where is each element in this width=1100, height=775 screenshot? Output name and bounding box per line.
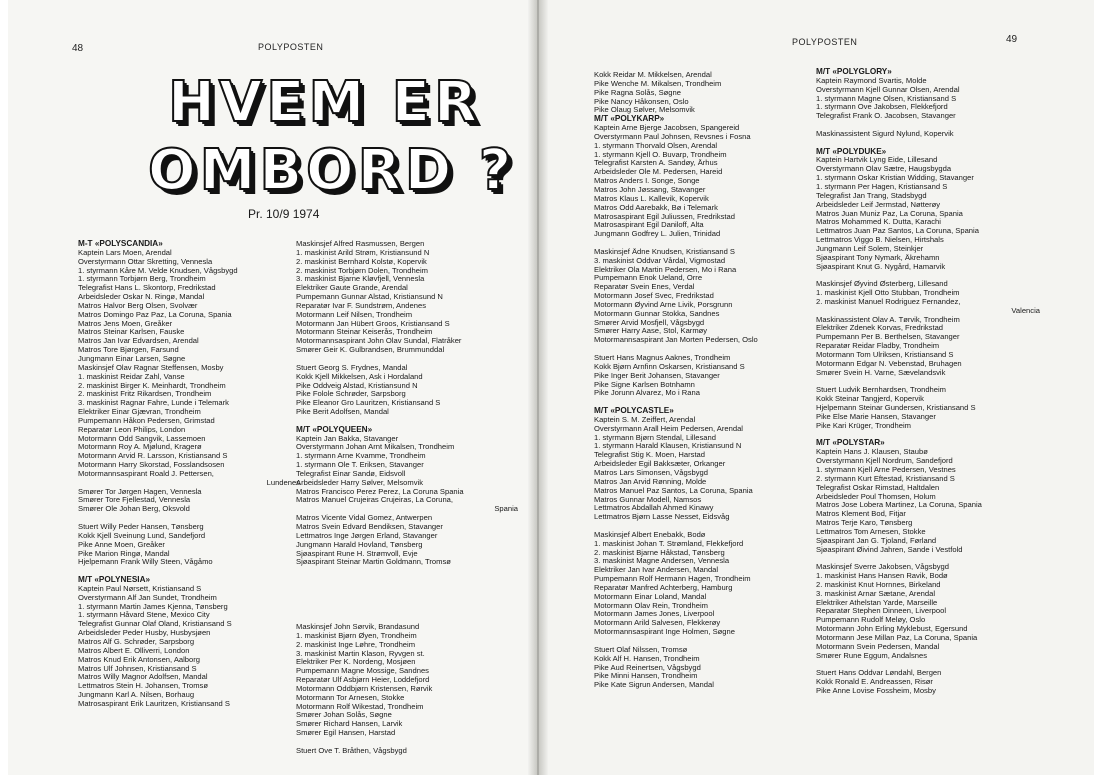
crew-entry: Telegrafist Einar Sandø, Eidsvoll — [296, 469, 406, 478]
crew-entry: Stuert Olaf Nilssen, Tromsø — [594, 645, 688, 654]
crew-entry: Smører Arvid Mosfjell, Vågsbygd — [594, 318, 705, 327]
crew-entry: Lundenes — [266, 478, 300, 487]
crew-entry: Lettmatros Stein H. Johansen, Tromsø — [78, 682, 208, 691]
crew-entry: 1. styrmann Per Hagen, Kristiansand S — [816, 182, 948, 191]
crew-entry: Motormann Rolf Wikestad, Trondheim — [296, 702, 424, 711]
crew-entry: Pumpemann Enok Ueland, Orre — [594, 274, 703, 283]
page-edge — [1094, 0, 1100, 775]
crew-entry: Arbeidsleder Leif Jermstad, Nøtterøy — [816, 200, 941, 209]
crew-entry: Reparatør Stephen Dinneen, Liverpool — [816, 607, 947, 616]
crew-entry: Kokk Ronald E. Andreassen, Risør — [816, 678, 933, 687]
ship-heading: M/T «POLYSTAR» — [816, 439, 885, 448]
crew-entry: Lettmatros Abdallah Ahmed Kinawy — [594, 504, 714, 513]
crew-entry: Smører Tor Jørgen Hagen, Vennesla — [78, 487, 202, 496]
crew-entry: Motormann Jese Millan Paz, La Coruna, Spania — [816, 634, 978, 642]
crew-entry: Maskinsjef Sverre Jakobsen, Vågsbygd — [816, 563, 949, 572]
crew-entry: Kokk Steinar Tangjerd, Kopervik — [816, 395, 924, 404]
crew-entry: Pike Folole Schrøder, Sarpsborg — [296, 390, 406, 399]
crew-entry: Smører Ole Johan Berg, Oksvold — [78, 505, 190, 514]
crew-entry: Overstyrmann Ottar Skretting, Vennesla — [78, 257, 213, 266]
crew-entry: Sjøaspirant Rune H. Strømvoll, Evje — [296, 549, 418, 558]
crew-entry: Kaptein S. M. Zeiffert, Arendal — [594, 415, 696, 424]
spacer — [594, 345, 822, 354]
crew-entry: Jungmann Einar Larsen, Søgne — [78, 354, 186, 363]
crew-entry: Stuert Hans Magnus Aaknes, Trondheim — [594, 354, 731, 362]
spacer — [296, 355, 518, 364]
crew-entry: Sjøaspirant Steinar Martin Goldmann, Tromsø — [296, 558, 451, 567]
crew-entry: 2. styrmann Kurt Eftestad, Kristiansand S — [816, 474, 955, 483]
crew-entry: Kokk Bjørn Arnfinn Oskarsen, Kristiansand S — [594, 362, 745, 371]
crew-entry: Elektriker Einar Gjævran, Trondheim — [78, 408, 201, 417]
crew-entry: Matros Gunnar Modell, Namsos — [594, 495, 702, 504]
crew-entry: 1. styrmann Håvard Stene, Mexico City — [78, 611, 210, 620]
crew-entry: 1. maskinist Arild Strøm, Kristiansund N — [296, 248, 430, 257]
crew-entry: 3. maskinist Bjarne Kløvfjell, Vennesla — [296, 275, 425, 284]
right-page — [548, 0, 1094, 775]
title-line-1: HVEM ER — [168, 70, 482, 135]
spacer — [816, 431, 1040, 440]
crew-entry: Motormann Odd Sangvik, Lassemoen — [78, 434, 206, 443]
crew-column-2-bottom — [296, 623, 518, 756]
ship-heading: M/T «POLYQUEEN» — [296, 425, 373, 434]
crew-entry: Motormannsaspirant Roald J. Pettersen, — [78, 469, 214, 478]
crew-entry: Overstyrmann Olav Sætre, Haugsbygda — [816, 165, 952, 174]
crew-entry: Matros Odd Aarebakk, Bø i Telemark — [594, 203, 718, 212]
crew-entry: Jungmann Karl A. Nilsen, Borhaug — [78, 691, 195, 700]
crew-entry: Pumpemann Rolf Hermann Hagen, Trondheim — [594, 575, 751, 584]
crew-entry: Pike Aud Reinertsen, Vågsbygd — [594, 663, 701, 672]
crew-entry: 3. maskinist Ragnar Fahre, Lunde i Telemark — [78, 399, 229, 408]
crew-entry: Motormann Leif Nilsen, Trondheim — [296, 310, 413, 319]
crew-entry: Pike Marion Ringø, Mandal — [78, 549, 170, 558]
crew-entry: 1. styrmann Thorvald Olsen, Arendal — [594, 141, 718, 150]
crew-entry: Matros Domingo Paz Paz, La Coruna, Spania — [78, 310, 232, 319]
crew-entry: Motormann Edgar N. Vebenstad, Bruhagen — [816, 359, 962, 368]
crew-entry: Motormann Einar Loland, Mandal — [594, 592, 707, 601]
running-head: POLYPOSTEN — [258, 42, 324, 52]
spacer — [594, 239, 822, 248]
crew-entry: Smører Richard Hansen, Larvik — [296, 720, 403, 729]
crew-entry: Lettmatros Tom Arnesen, Stokke — [816, 527, 926, 536]
crew-entry: Pike Anne Moen, Greåker — [78, 540, 165, 549]
crew-entry: Telegrafist Jan Trang, Stadsbygd — [816, 191, 927, 200]
crew-entry: Maskinsjef Olav Ragnar Steffensen, Mosby — [78, 363, 224, 372]
crew-entry: Hjelpemann Frank Willy Steen, Vågåmo — [78, 558, 213, 567]
ship-heading: M/T «POLYNESIA» — [78, 576, 151, 585]
crew-entry: Overstyrmann Johan Arnt Mikalsen, Trondheim — [296, 443, 455, 452]
crew-entry: Matros Vicente Vidal Gomez, Antwerpen — [296, 514, 433, 523]
crew-entry: Pumpemann Håkon Pedersen, Grimstad — [78, 416, 215, 425]
spacer — [594, 522, 822, 531]
crew-entry: Reparatør Manfred Achterberg, Hamburg — [594, 583, 733, 592]
crew-entry: Telegrafist Oskar Rimstad, Haltdalen — [816, 483, 940, 492]
crew-column-3 — [594, 71, 822, 690]
crew-entry: Lettmatros Juan Paz Santos, La Coruna, Spania — [816, 227, 979, 236]
crew-entry: Reparatør Svein Enes, Verdal — [594, 283, 695, 292]
crew-entry: Hjelpemann Steinar Gundersen, Kristiansand S — [816, 404, 976, 413]
crew-entry: Reparatør Ulf Asbjørn Heier, Loddefjord — [296, 676, 430, 685]
crew-entry: Matrosaspirant Egil Juliussen, Fredrikstad — [594, 212, 735, 221]
crew-entry: Kaptein Raymond Svartis, Molde — [816, 76, 927, 85]
crew-entry: Arbeidsleder Oskar N. Ringø, Mandal — [78, 293, 205, 302]
crew-entry: 1. maskinist Reidar Zahl, Vanse — [78, 372, 185, 381]
crew-entry: Pike Nancy Håkonsen, Oslo — [594, 97, 689, 106]
crew-entry: Pumpemann Per B. Berthelsen, Stavanger — [816, 333, 960, 342]
crew-entry: Pike Oddveig Alstad, Kristiansund N — [296, 381, 418, 390]
crew-entry: Pike Jorunn Alvarez, Mo i Rana — [594, 389, 700, 398]
crew-entry: Sjøaspirant Knut G. Nygård, Hamarvik — [816, 262, 946, 271]
crew-entry: Arbeidsleder Ole M. Pedersen, Hareid — [594, 168, 723, 177]
crew-entry: Kaptein Lars Moen, Arendal — [78, 248, 172, 257]
crew-entry: Elektriker Per K. Nordeng, Mosjøen — [296, 658, 416, 667]
ship-heading: M/T «POLYDUKE» — [816, 147, 887, 156]
crew-entry: Matros Klaus L. Kallevik, Kopervik — [594, 194, 709, 203]
crew-entry: Lettmatros Viggo B. Nielsen, Hirtshals — [816, 236, 944, 245]
crew-entry: Matros Albert E. Olliverri, London — [78, 646, 190, 655]
crew-entry: 1. maskinist Bjørn Øyen, Trondheim — [296, 631, 417, 640]
crew-entry: Lettmatros Bjørn Lasse Nesset, Eidsvåg — [594, 513, 730, 522]
page-number: 48 — [72, 43, 84, 54]
spacer — [816, 661, 1040, 670]
crew-entry: Matros Steinar Karlsen, Fauske — [78, 328, 185, 337]
crew-entry: 3. maskinist Oddvar Vårdal, Vigmostad — [594, 256, 726, 265]
crew-entry: Overstyrmann Kjell Nordrum, Sandefjord — [816, 457, 953, 466]
crew-entry: Matros Manuel Paz Santos, La Coruna, Spania — [594, 486, 753, 495]
crew-entry: Kokk Kjell Mikkelsen, Ask i Hordaland — [296, 372, 423, 381]
crew-entry: Matros Terje Karo, Tønsberg — [816, 519, 913, 528]
crew-entry: Pike Eleanor Gro Lauritzen, Kristiansand S — [296, 399, 441, 408]
crew-entry: Arbeidsleder Egil Bakksæter, Orkanger — [594, 460, 726, 469]
crew-entry: Overstyrmann Arall Heim Pedersen, Arendal — [594, 424, 743, 433]
crew-entry: Lettmatros Inge Jørgen Erland, Stavanger — [296, 531, 438, 540]
running-head: POLYPOSTEN — [792, 37, 858, 47]
crew-entry: Stuert Ove T. Bråthen, Vågsbygd — [296, 746, 407, 755]
crew-entry: Pumpemann Rudolf Meløy, Oslo — [816, 616, 926, 625]
crew-entry: Telegrafist Karsten A. Sandøy, Århus — [594, 159, 718, 168]
crew-entry: Pike Ragna Solås, Søgne — [594, 88, 681, 97]
crew-entry: Matros Jose Lobera Martinez, La Coruna, Spania — [816, 501, 982, 510]
crew-entry: 2. maskinist Manuel Rodriguez Fernandez, — [816, 297, 961, 306]
crew-entry: Motormann Arvid R. Larsson, Kristiansand S — [78, 452, 228, 461]
crew-entry: Pike Berit Adolfsen, Mandal — [296, 408, 389, 417]
crew-entry: Stuert Ludvik Bernhardsen, Trondheim — [816, 386, 947, 395]
crew-entry: Maskinsjef Ådne Knudsen, Kristiansand S — [594, 247, 735, 256]
crew-entry: Pike Olaug Sølver, Melsomvik — [594, 106, 695, 115]
crew-entry: Pike Else Marie Hansen, Stavanger — [816, 412, 936, 421]
crew-entry: 2. maskinist Birger K. Meinhardt, Trondheim — [78, 381, 226, 390]
crew-entry: 2. maskinist Bernhard Kolstø, Kopervik — [296, 257, 427, 266]
crew-entry: Reparatør Reidar Fladby, Trondheim — [816, 342, 940, 351]
crew-entry: Kokk Alf H. Hansen, Trondheim — [594, 654, 700, 663]
ship-heading: M-T «POLYSCANDIA» — [78, 240, 163, 248]
crew-entry: Matros Anders I. Songe, Songe — [594, 177, 700, 186]
crew-entry: 3. maskinist Martin Klason, Ryvgen st. — [296, 649, 425, 658]
crew-entry: Overstyrmann Paul Johnsen, Revsnes i Fosna — [594, 132, 751, 141]
crew-entry: Motormann James Jones, Liverpool — [594, 610, 715, 619]
crew-entry: 1. styrmann Kjell Arne Pedersen, Vestnes — [816, 465, 956, 474]
crew-entry: Matros Ulf Johnsen, Kristiansand S — [78, 664, 197, 673]
crew-entry: Matros Alf G. Schrøder, Sarpsborg — [78, 637, 195, 646]
crew-entry: Motormann Svein Pedersen, Mandal — [816, 642, 940, 651]
crew-entry: Matros Manuel Crujeiras Crujeiras, La Coruna, — [296, 496, 453, 505]
title-line-2: OMBORD ? — [148, 138, 516, 203]
crew-entry: 1. styrmann Martin James Kjenna, Tønsberg — [78, 602, 228, 611]
spacer — [78, 567, 300, 576]
crew-entry: Sjøaspirant Tony Nymark, Åkrehamn — [816, 253, 940, 262]
crew-entry: Matros Willy Magnor Adolfsen, Mandal — [78, 673, 208, 682]
crew-entry: Elektriker Ola Martin Pedersen, Mo i Rana — [594, 265, 737, 274]
spacer — [816, 139, 1040, 148]
crew-entry: Matros Jan Arvid Rønning, Molde — [594, 477, 707, 486]
crew-column-1 — [78, 240, 300, 709]
crew-entry: Elektriker Gaute Grande, Arendal — [296, 284, 408, 293]
ship-heading: M/T «POLYCASTLE» — [594, 407, 674, 416]
spacer — [816, 378, 1040, 387]
crew-entry: Matros Knud Erik Antonsen, Aalborg — [78, 655, 200, 664]
crew-entry: Matros John Jøssang, Stavanger — [594, 185, 706, 194]
crew-entry: 1. maskinist Kjell Otto Stubban, Trondheim — [816, 289, 960, 298]
crew-entry: Overstyrmann Kjell Gunnar Olsen, Arendal — [816, 85, 960, 94]
crew-entry: Motormann Jan Hübert Groos, Kristiansand S — [296, 319, 450, 328]
crew-entry: Kokk Reidar M. Mikkelsen, Arendal — [594, 71, 712, 79]
crew-entry: Kaptein Paul Nørsett, Kristiansand S — [78, 584, 202, 593]
spacer — [296, 417, 518, 426]
crew-entry: Stuert Willy Peder Hansen, Tønsberg — [78, 523, 204, 531]
crew-entry: Overstyrmann Alf Jan Sundet, Trondheim — [78, 593, 217, 602]
crew-entry: Motormannsaspirant Jan Morten Pedersen, Oslo — [594, 336, 758, 345]
crew-entry: Smører Svein H. Varne, Sævelandsvik — [816, 368, 946, 377]
crew-entry: Kaptein Hartvik Lyng Eide, Lillesand — [816, 156, 938, 165]
crew-entry: Matros Francisco Perez Perez, La Coruna Spania — [296, 487, 464, 496]
book-gutter — [528, 0, 548, 775]
crew-entry: Elektriker Zdenek Korvas, Fredrikstad — [816, 324, 944, 333]
spacer — [816, 121, 1040, 130]
crew-entry: Smører Harry Aase, Stol, Karmøy — [594, 327, 708, 336]
crew-entry: 1. styrmann Arne Kvamme, Trondheim — [296, 452, 426, 461]
crew-entry: Smører Rune Eggum, Andalsnes — [816, 651, 928, 660]
crew-entry: Smører Johan Solås, Søgne — [296, 711, 392, 720]
date-line: Pr. 10/9 1974 — [248, 207, 320, 221]
crew-entry: 1. styrmann Bjørn Stendal, Lillesand — [594, 433, 716, 442]
crew-entry: Motormann Arild Salvesen, Flekkerøy — [594, 619, 721, 628]
crew-entry: Spania — [494, 505, 518, 514]
crew-entry: Smører Geir K. Gulbrandsen, Brummunddal — [296, 346, 445, 355]
crew-entry: Matros Klement Bod, Fitjar — [816, 510, 906, 519]
spacer — [816, 554, 1040, 563]
crew-entry: 3. maskinist Magne Andersen, Vennesla — [594, 557, 730, 566]
crew-entry: 2. maskinist Inge Løhre, Trondheim — [296, 640, 416, 649]
spacer — [78, 514, 300, 523]
crew-entry: Motormann Gunnar Stokka, Sandnes — [594, 309, 720, 318]
crew-entry: Motormann Steinar Keiserås, Trondheim — [296, 328, 433, 337]
crew-entry: Jungmann Leif Solem, Steinkjer — [816, 244, 924, 253]
crew-entry: Motormann Tor Arnesen, Stokke — [296, 693, 405, 702]
crew-entry: Stuert Georg S. Frydnes, Mandal — [296, 363, 408, 372]
crew-entry: Maskinassistent Olav A. Tørvik, Trondheim — [816, 315, 960, 324]
crew-entry: 1. styrmann Kjell O. Buvarp, Trondheim — [594, 150, 727, 159]
crew-entry: Arbeidsleder Poul Thomsen, Holum — [816, 492, 936, 501]
crew-entry: 3. maskinist Arnar Sætane, Arendal — [816, 589, 936, 598]
crew-entry: Smører Egil Hansen, Harstad — [296, 729, 396, 738]
crew-entry: Motormannsaspirant Inge Holmen, Søgne — [594, 628, 735, 637]
crew-entry: Motormann Harry Skorstad, Fosslandsosen — [78, 461, 225, 470]
crew-entry: 2. maskinist Fritz Rikardsen, Trondheim — [78, 390, 212, 399]
crew-entry: Arbeidsleder Peder Husby, Husbysjøen — [78, 629, 211, 638]
left-page — [8, 0, 528, 775]
crew-entry: 2. maskinist Torbjørn Dolen, Trondheim — [296, 266, 428, 275]
crew-entry: Maskinsjef Albert Enebakk, Bodø — [594, 530, 706, 539]
crew-entry: 1. styrmann Kåre M. Velde Knudsen, Vågsbygd — [78, 266, 238, 275]
crew-entry: Pike Anne Lovise Fossheim, Mosby — [816, 687, 936, 696]
crew-entry: Pike Minni Hansen, Trondheim — [594, 672, 698, 681]
crew-entry: Kokk Kjell Sveinung Lund, Sandefjord — [78, 531, 206, 540]
crew-entry: Motormann John Erling Myklebust, Egersund — [816, 625, 968, 634]
crew-entry: Reparatør Leon Philips, London — [78, 425, 186, 434]
spacer — [816, 271, 1040, 280]
crew-entry: Pike Signe Karlsen Botnhamn — [594, 380, 695, 389]
crew-entry: Pike Wenche M. Mikalsen, Trondheim — [594, 79, 722, 88]
ship-heading: M/T «POLYKARP» — [594, 115, 665, 124]
crew-entry: Jungmann Harald Hovland, Tønsberg — [296, 540, 423, 549]
crew-entry: Telegrafist Gunnar Olaf Oland, Kristiansand S — [78, 620, 232, 629]
crew-entry: Kaptein Arne Bjerge Jacobsen, Spangereid — [594, 124, 740, 133]
crew-entry: Maskinsjef Øyvind Østerberg, Lillesand — [816, 280, 948, 289]
crew-entry: Pike Inger Berit Johansen, Stavanger — [594, 371, 720, 380]
crew-entry: Arbeidsleder Harry Sølver, Melsomvik — [296, 478, 424, 487]
crew-entry: Motormann Tom Ulriksen, Kristiansand S — [816, 351, 954, 359]
crew-entry: Matrosaspirant Egil Daniloff, Alta — [594, 221, 704, 230]
crew-entry: Matros Juan Muniz Paz, La Coruna, Spania — [816, 209, 963, 218]
crew-entry: Sjøaspirant Jan G. Tjoland, Førland — [816, 536, 937, 545]
crew-entry: Motormann Josef Svec, Fredrikstad — [594, 292, 714, 301]
crew-entry: 1. maskinist Hans Hansen Ravik, Bodø — [816, 572, 948, 581]
crew-entry: Pike Kate Sigrun Andersen, Mandal — [594, 681, 714, 690]
crew-column-2-top — [296, 240, 518, 567]
crew-entry: Matrosaspirant Erik Lauritzen, Kristiansand S — [78, 699, 230, 708]
crew-entry: Sjøaspirant Øivind Jahren, Sande i Vestfold — [816, 545, 963, 554]
crew-entry: 1. styrmann Ole T. Eriksen, Stavanger — [296, 461, 424, 470]
crew-entry: Matros Svein Edvard Bendiksen, Stavanger — [296, 523, 443, 531]
crew-entry: Jungmann Godfrey L. Julien, Trinidad — [594, 230, 721, 239]
crew-entry: Matros Jan Ivar Edvardsen, Arendal — [78, 337, 199, 346]
crew-entry: Motormann Oddbjørn Kristensen, Rørvik — [296, 684, 433, 693]
crew-entry: Matros Tore Bjørgen, Farsund — [78, 346, 179, 355]
crew-entry: 1. styrmann Magne Olsen, Kristiansand S — [816, 94, 957, 103]
crew-entry: Maskinsjef John Sørvik, Brandasund — [296, 623, 420, 631]
crew-entry: Valencia — [1011, 306, 1040, 315]
crew-entry: Pumpemann Magne Mossige, Sandnes — [296, 667, 429, 676]
crew-entry: Matros Jens Moen, Greåker — [78, 319, 173, 328]
crew-entry: 1. styrmann Ove Jakobsen, Flekkefjord — [816, 103, 948, 112]
crew-entry: Motormann Øyvind Arne Livik, Porsgrunn — [594, 300, 733, 309]
crew-entry: Maskinsjef Alfred Rasmussen, Bergen — [296, 240, 425, 248]
crew-entry: Pike Kari Krüger, Trondheim — [816, 421, 911, 430]
crew-entry: Elektriker Jan Ivar Andersen, Mandal — [594, 566, 719, 575]
crew-entry: Motormann Olav Rein, Trondheim — [594, 601, 708, 610]
crew-entry: Motormannsaspirant John Olav Sundal, Flatråker — [296, 337, 462, 346]
crew-column-4 — [816, 68, 1040, 696]
crew-entry: Kaptein Hans J. Klausen, Staubø — [816, 448, 928, 457]
crew-entry: Smører Tore Fjellestad, Vennesla — [78, 496, 191, 505]
ship-heading: M/T «POLYGLORY» — [816, 68, 892, 76]
crew-entry: 1. styrmann Harald Klausen, Kristiansund N — [594, 442, 742, 451]
crew-entry: 1. styrmann Oskar Kristian Widding, Stavanger — [816, 174, 974, 183]
crew-entry: Matros Lars Simonsen, Vågsbygd — [594, 468, 708, 477]
crew-entry: Maskinassistent Sigurd Nylund, Kopervik — [816, 129, 954, 138]
crew-entry: Telegrafist Hans L. Skontorp, Fredrikstad — [78, 284, 216, 293]
crew-entry: Matros Mohammed K. Dutta, Karachi — [816, 218, 941, 227]
crew-entry: 2. maskinist Knut Hornnes, Birkeland — [816, 580, 941, 589]
spacer — [594, 637, 822, 646]
crew-entry: 1. maskinist Johan T. Strømland, Flekkefjord — [594, 539, 744, 548]
crew-entry: Telegrafist Stig K. Moen, Harstad — [594, 451, 706, 460]
crew-entry: Elektriker Athelstan Yarde, Marseille — [816, 598, 938, 607]
spacer — [296, 738, 518, 747]
crew-entry: Pumpemann Gunnar Alstad, Kristiansund N — [296, 293, 443, 302]
crew-entry: Motormann Roy A. Mjølund, Kragerø — [78, 443, 202, 452]
crew-entry: 1. styrmann Torbjørn Berg, Trondheim — [78, 275, 206, 284]
crew-entry: Kaptein Jan Bakka, Stavanger — [296, 434, 399, 443]
spacer — [594, 398, 822, 407]
crew-entry: 2. maskinist Bjarne Håkstad, Tønsberg — [594, 548, 725, 557]
crew-entry: Reparatør Ivar F. Sundstrøm, Andenes — [296, 301, 426, 310]
page-number: 49 — [1006, 34, 1018, 45]
crew-entry: Stuert Hans Oddvar Løndahl, Bergen — [816, 669, 942, 678]
crew-entry: Matros Halvor Berg Olsen, Svolvær — [78, 301, 198, 310]
crew-entry: Telegrafist Frank O. Jacobsen, Stavanger — [816, 112, 956, 121]
